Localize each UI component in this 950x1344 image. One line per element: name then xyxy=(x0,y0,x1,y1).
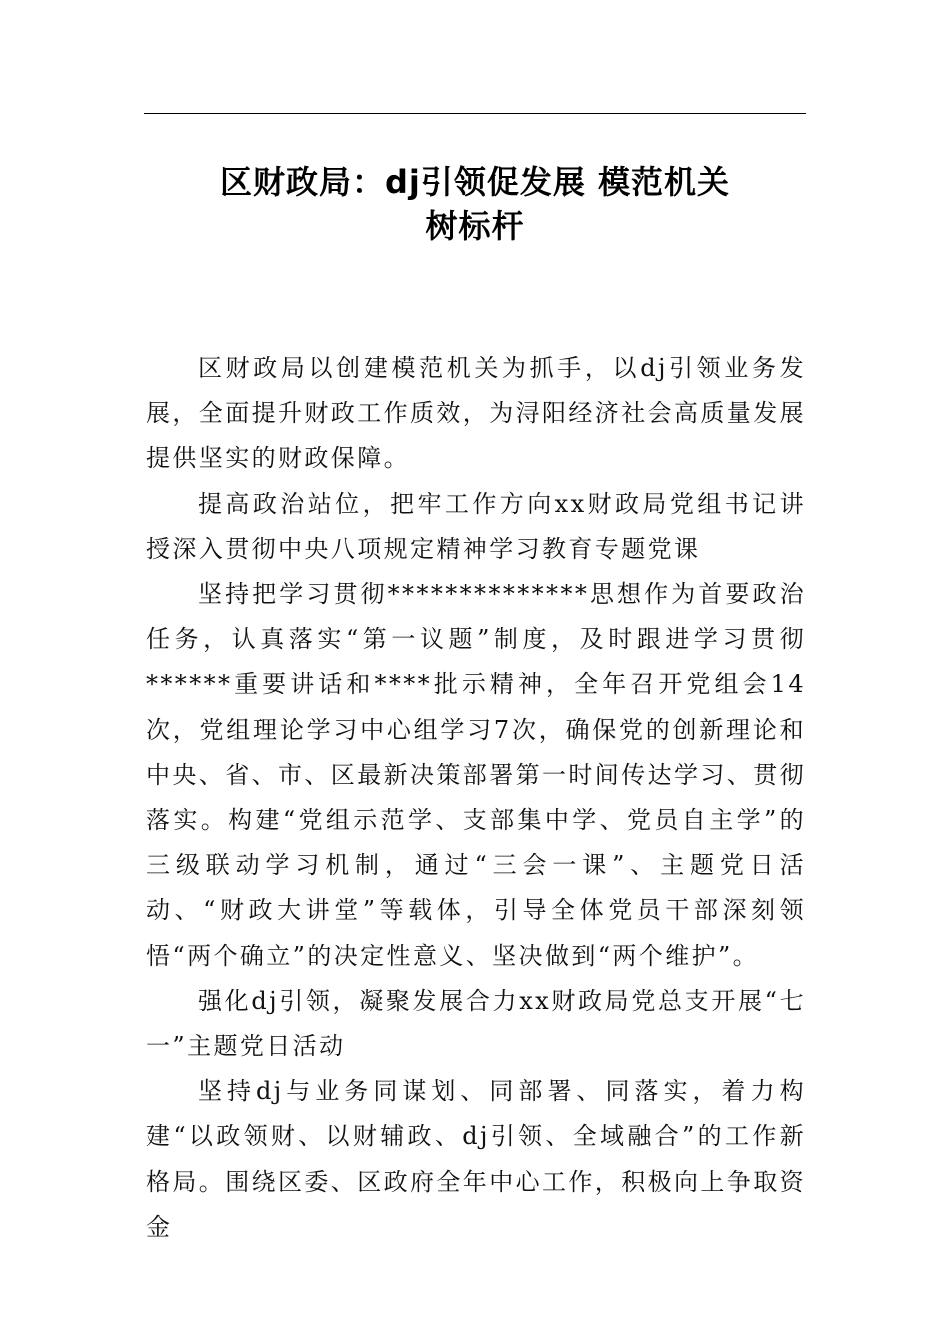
header-rule xyxy=(144,113,806,114)
title-line-1: 区财政局：dj引领促发展 模范机关 xyxy=(219,163,731,201)
paragraph-study: 坚持把学习贯彻**************思想作为首要政治任务，认真落实“第一议题”制度，及时跟进学习贯彻******重要讲话和****批示精神，全年召开党组会14次，党组理论学习中心组学习7次，确保党的创新理论和中央、省、市、区最新决策部署第一时间传达学习、贯彻落实。构建“党组示范学、支部集中学、党员自主学”的三级联动学习机制，通过“三会一课”、主题党日活动、“财政大讲堂”等载体，引导全体党员干部深刻领悟“两个确立”的决定性意义、坚决做到“两个维护”。 xyxy=(146,580,806,970)
paragraph-integration: 坚持dj与业务同谋划、同部署、同落实，着力构建“以政领财、以财辅政、dj引领、全域融合”的工作新格局。围绕区委、区政府全年中心工作，积极向上争取资金 xyxy=(146,1077,806,1241)
paragraph-intro: 区财政局以创建模范机关为抓手，以dj引领业务发展，全面提升财政工作质效，为浔阳经济社会高质量发展提供坚实的财政保障。 xyxy=(146,354,806,473)
document-title xyxy=(144,160,806,248)
title-line-2: 树标杆 xyxy=(425,207,525,245)
paragraph-heading-1: 提高政治站位，把牢工作方向xx财政局党组书记讲授深入贯彻中央八项规定精神学习教育专题党课 xyxy=(146,489,806,563)
document-body xyxy=(146,346,806,1250)
paragraph-heading-2: 强化dj引领，凝聚发展合力xx财政局党总支开展“七一”主题党日活动 xyxy=(146,986,806,1061)
